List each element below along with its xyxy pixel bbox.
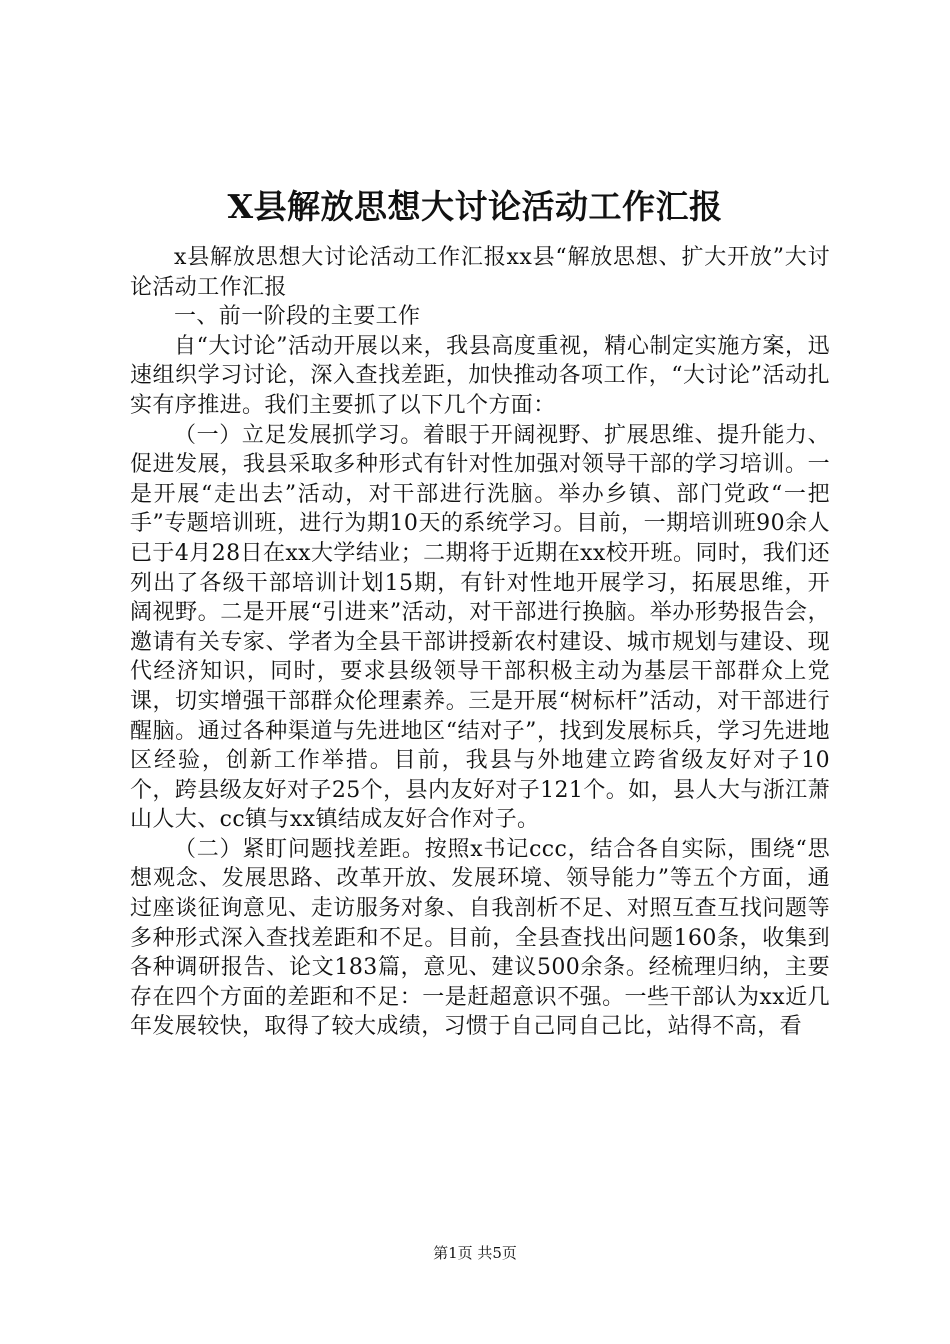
paragraph-study: （一）立足发展抓学习。着眼于开阔视野、扩展思维、提升能力、促进发展，我县采取多种形式有针对性加强对领导干部的学习培训。一是开展“走出去”活动，对干部进行洗脑。举办乡镇、部门党政“一把手”专题培训班，进行为期10天的系统学习。目前，一期培训班90余人已于4月28日在xx大学结业；二期将于近期在xx校开班。同时，我们还列出了各级干部培训计划15期，有针对性地开展学习，拓展思维，开阔视野。二是开展“引进来”活动，对干部进行换脑。举办形势报告会，邀请有关专家、学者为全县干部讲授新农村建设、城市规划与建设、现代经济知识，同时，要求县级领导干部积极主动为基层干部群众上党课，切实增强干部群众伦理素养。三是开展“树标杆”活动，对干部进行醒脑。通过各种渠道与先进地区“结对子”，找到发展标兵，学习先进地区经验，创新工作举措。目前，我县与外地建立跨省级友好对子10个，跨县级友好对子25个，县内友好对子121个。如，县人大与浙江萧山人大、cc镇与xx镇结成友好合作对子。 xyxy=(130,422,830,833)
section-heading: 一、前一阶段的主要工作 xyxy=(174,304,421,330)
paragraph-overview: 自“大讨论”活动开展以来，我县高度重视，精心制定实施方案，迅速组织学习讨论，深入查找差距，加快推动各项工作，“大讨论”活动扎实有序推进。我们主要抓了以下几个方面： xyxy=(130,333,830,418)
paragraph-gaps: （二）紧盯问题找差距。按照x书记ccc，结合各自实际，围绕“思想观念、发展思路、改革开放、发展环境、领导能力”等五个方面，通过座谈征询意见、走访服务对象、自我剖析不足、对照互查互找问题等多种形式深入查找差距和不足。目前，全县查找出问题160条，收集到各种调研报告、论文183篇，意见、建议500余条。经梳理归纳，主要存在四个方面的差距和不足：一是赶超意识不强。一些干部认为xx近几年发展较快，取得了较大成绩，习惯于自己同自己比，站得不高，看 xyxy=(130,836,830,1040)
page-number-footer: 第1页 共5页 xyxy=(433,1244,517,1262)
document-body xyxy=(130,243,830,1042)
document-title: X县解放思想大讨论活动工作汇报 xyxy=(227,187,723,226)
paragraph-intro: x县解放思想大讨论活动工作汇报xx县“解放思想、扩大开放”大讨论活动工作汇报 xyxy=(130,245,830,300)
